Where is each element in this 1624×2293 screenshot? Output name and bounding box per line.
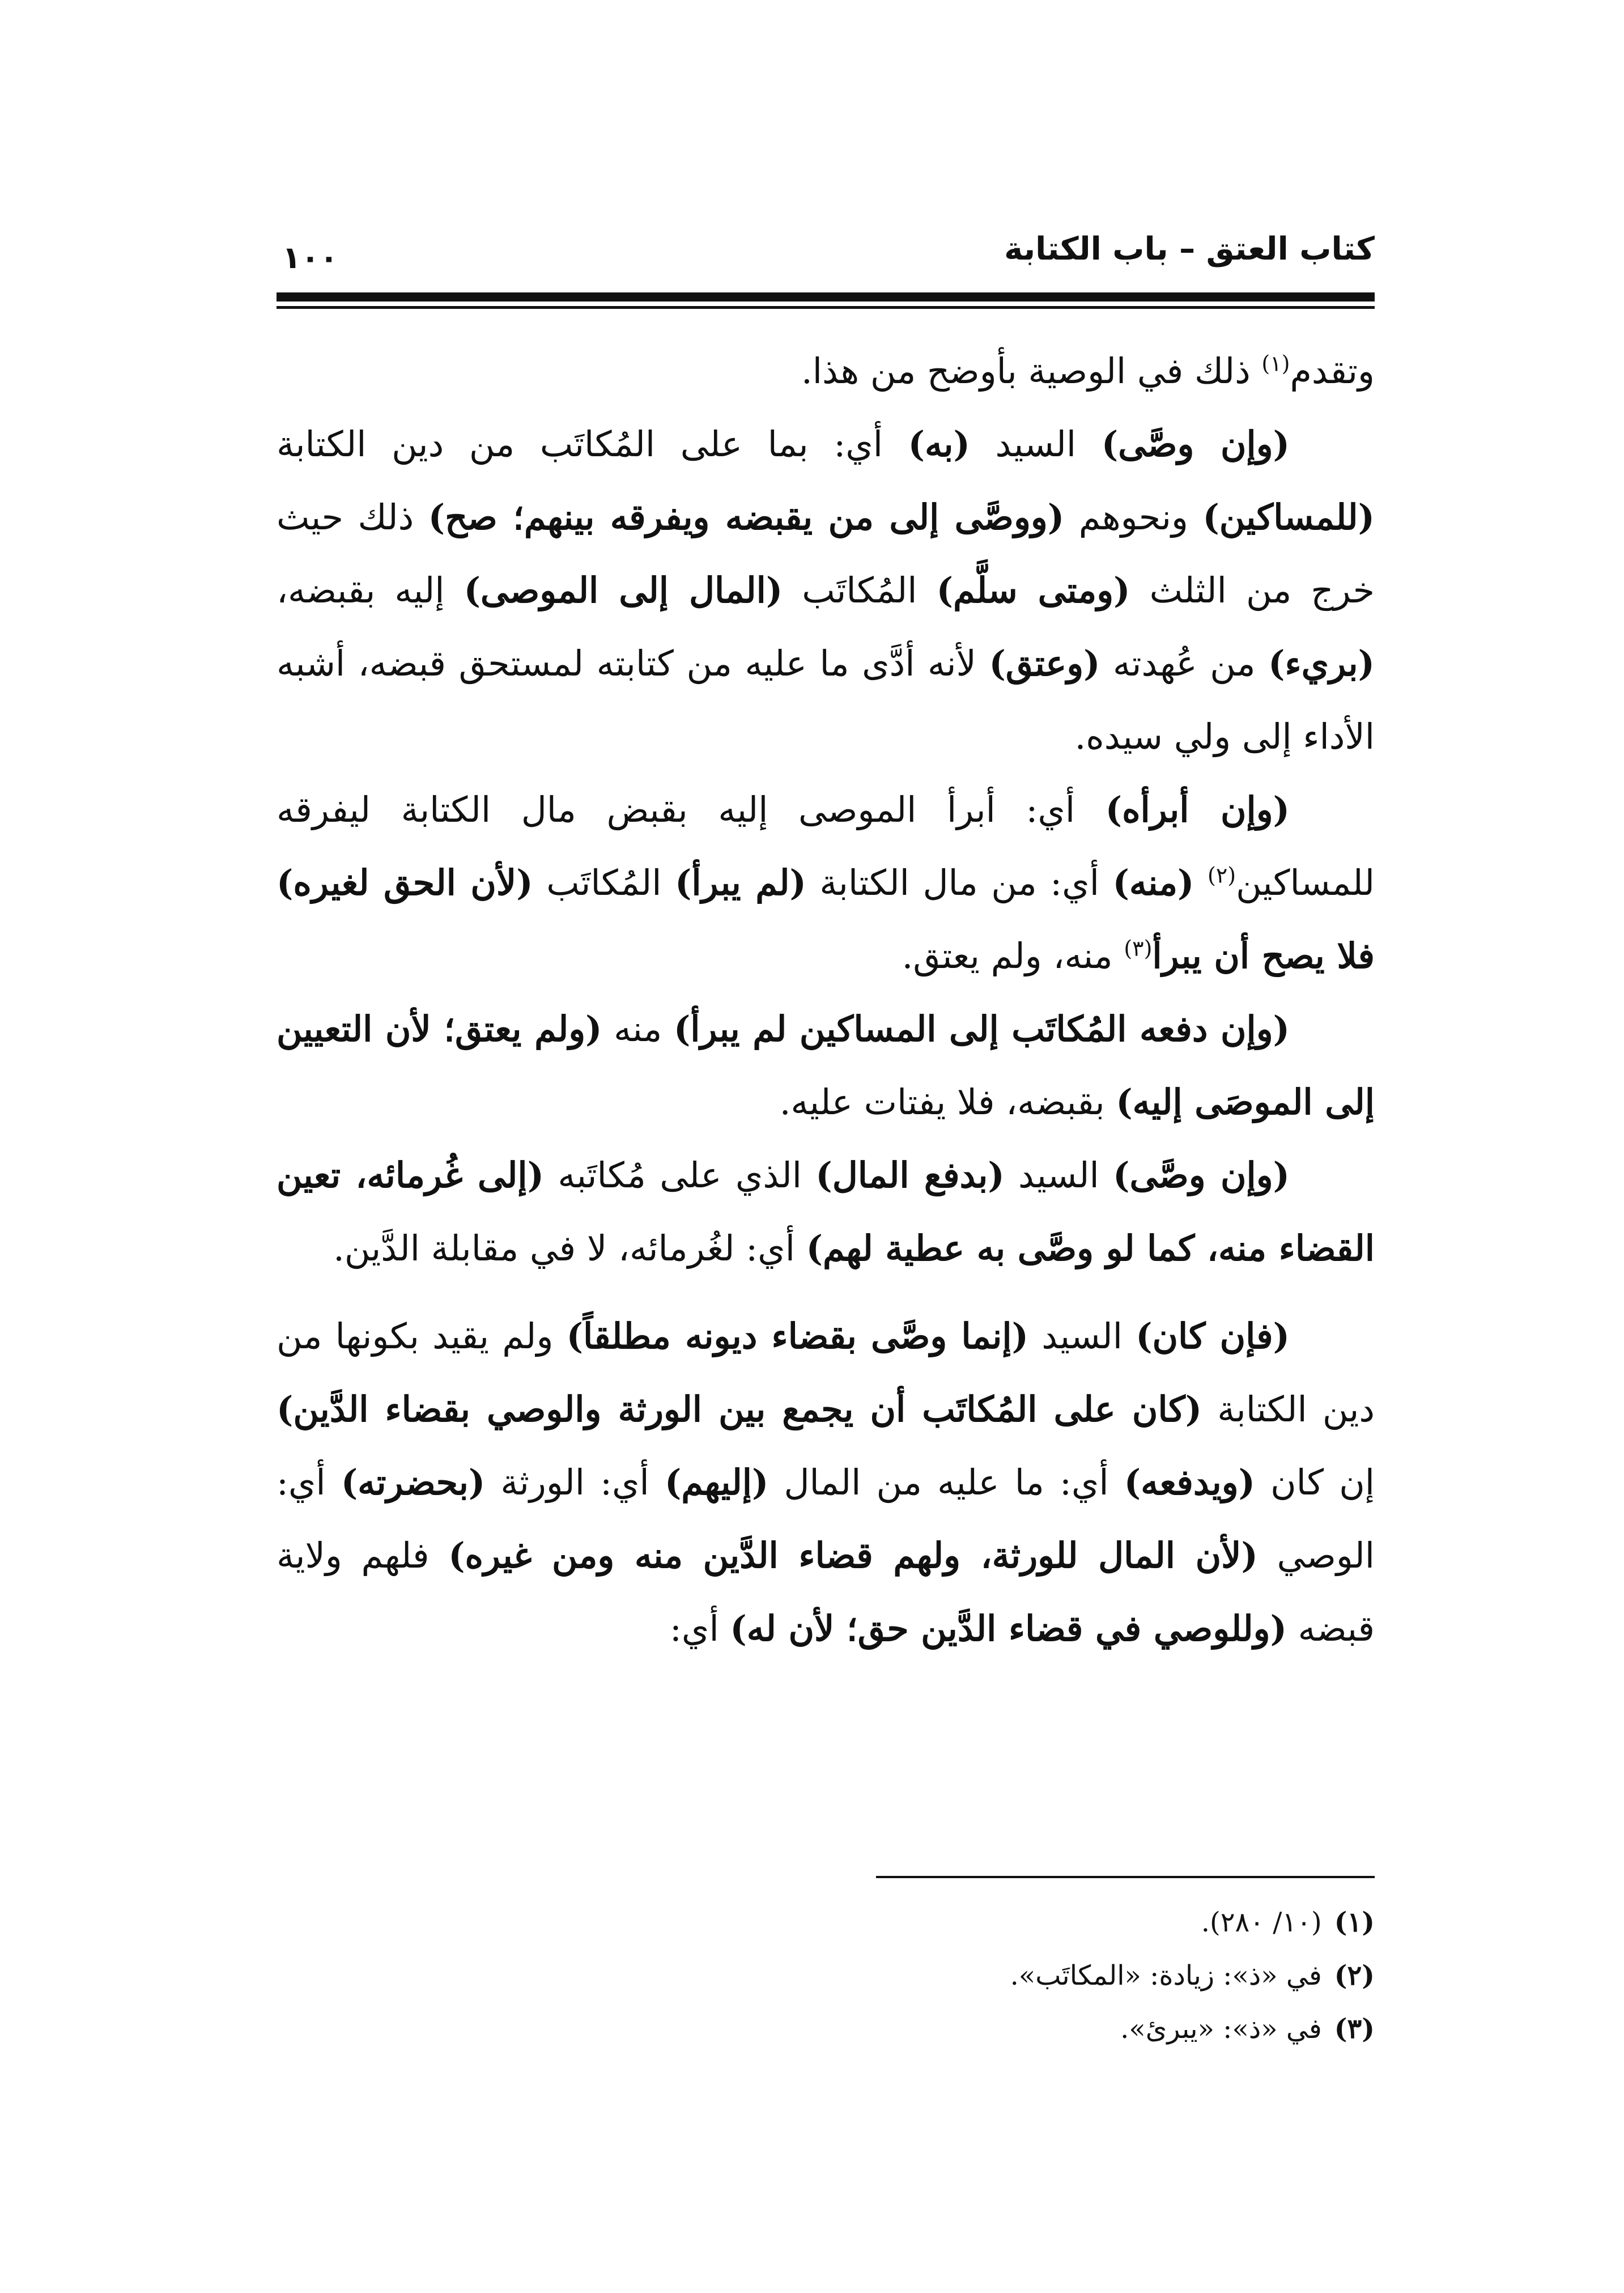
header-rule-thin <box>277 306 1375 309</box>
chapter-title: كتاب العتق – باب الكتابة <box>1004 231 1375 267</box>
footnote <box>277 1949 1375 2002</box>
footnote <box>277 1896 1375 1949</box>
footnote-rule <box>876 1876 1375 1878</box>
paragraph: (وإن وصَّى) السيد (به) أي: بما على المُكاتَب من دين الكتابة (للمساكين) ونحوهم (ووصَّى إلى من يقبضه ويفرقه بينهم؛ صح) ذلك حيث خرج من الثلث (ومتى سلَّم) المُكاتَب (المال إلى الموصى) إليه بقبضه، (بريء) من عُهدته (وعتق) لأنه أدَّى ما عليه من كتابته لمستحق قبضه، أشبه الأداء إلى ولي سيده. <box>277 423 1375 757</box>
footnote-text: في «ذ»: زيادة: «المكاتَب». <box>1010 1960 1322 1991</box>
paragraph: (فإن كان) السيد (إنما وصَّى بقضاء ديونه مطلقاً) ولم يقيد بكونها من دين الكتابة (كان على المُكاتَب أن يجمع بين الورثة والوصي بقضاء الدَّين) إن كان (ويدفعه) أي: ما عليه من المال (إليهم) أي: الورثة (بحضرته) أي: الوصي (لأن المال للورثة، ولهم قضاء الدَّين منه ومن غيره) فلهم ولاية قبضه (وللوصي في قضاء الدَّين حق؛ لأن له) أي: <box>277 1315 1375 1649</box>
paragraph: (وإن دفعه المُكاتَب إلى المساكين لم يبرأ) منه (ولم يعتق؛ لأن التعيين إلى الموصَى إليه) بقبضه، فلا يفتات عليه. <box>277 1008 1375 1123</box>
paragraph: وتقدم$^{(١)}$ ذلك في الوصية بأوضح من هذا. <box>801 350 1375 392</box>
paragraph: (وإن أبرأه) أي: أبرأ الموصى إليه بقبض مال الكتابة ليفرقه للمساكين$^{(٢)}$ (منه) أي: من مال الكتابة (لم يبرأ) المُكاتَب (لأن الحق لغيره) فلا يصح أن يبرأ$^{(٣)}$ منه، ولم يعتق. <box>277 789 1375 976</box>
header-rule-thick <box>277 292 1375 302</box>
footnote-text: في «ذ»: «يبرئ». <box>1120 2013 1322 2045</box>
paragraph: (وإن وصَّى) السيد (بدفع المال) الذي على مُكاتَبه (إلى غُرمائه، تعين القضاء منه، كما لو وصَّى به عطية لهم) أي: لغُرمائه، لا في مقابلة الدَّين. <box>277 1154 1375 1269</box>
footnotes <box>277 1896 1375 2056</box>
footnote-number: (٣) <box>1334 2013 1375 2045</box>
footnote-number: (١) <box>1334 1906 1375 1938</box>
footnote-number: (٢) <box>1334 1960 1375 1991</box>
footnote-text: (١٠/ ٢٨٠). <box>1201 1906 1322 1938</box>
running-header <box>277 224 1375 286</box>
footnote <box>277 2002 1375 2056</box>
page-number: ١٠٠ <box>282 240 338 275</box>
main-text <box>277 334 1375 1665</box>
